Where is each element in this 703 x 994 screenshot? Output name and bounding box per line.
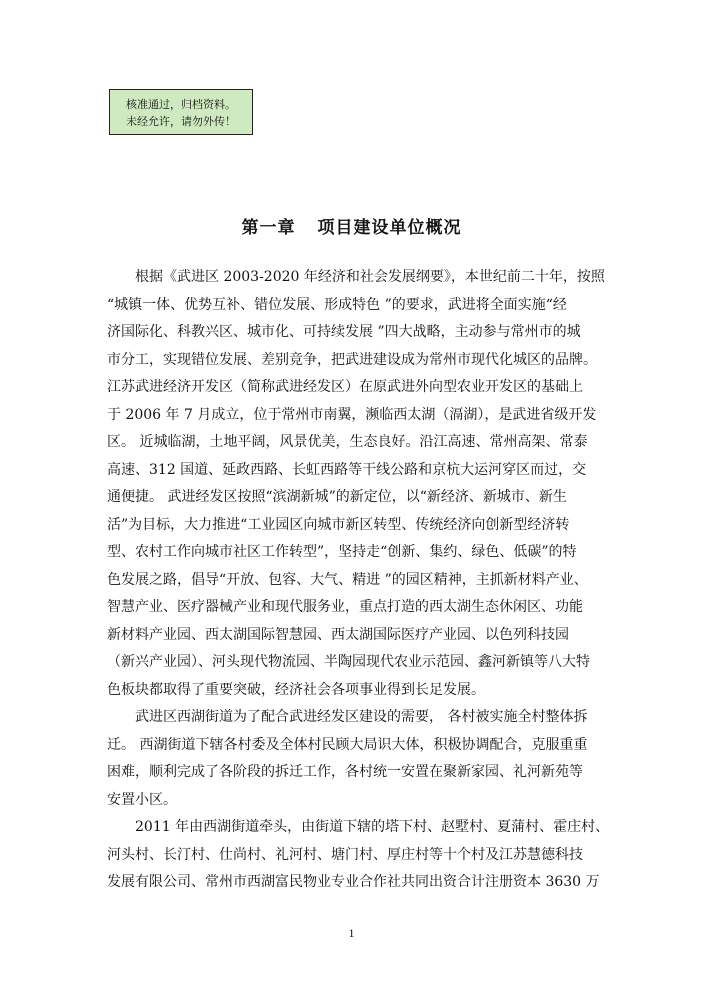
paragraph-line: 活”为目标，大力推进“工业园区向城市新区转型、传统经济向创新型经济转 <box>107 516 570 533</box>
document-body <box>107 264 610 897</box>
paragraph-line: 济国际化、科教兴区、城市化、可持续发展 ”四大战略，主动参与常州市的城 <box>107 324 581 340</box>
chapter-number: 第一章 <box>241 218 296 238</box>
paragraph-line: 通便捷。 武进经发区按照“滨湖新城”的新定位，以“新经济、新城市、新生 <box>107 489 567 505</box>
paragraph-line: 安置小区。 <box>107 791 177 808</box>
chapter-title <box>0 213 703 238</box>
paragraph-line: 色发展之路，倡导“开放、包容、大气、精进 ”的园区精神，主抓新材料产业、 <box>107 571 588 588</box>
paragraph-line: 困难，顺利完成了各阶段的拆迁工作，各村统一安置在聚新家园、礼河新苑等 <box>107 764 583 780</box>
paragraph-line: 智慧产业、医疗器械产业和现代服务业，重点打造的西太湖生态休闲区、功能 <box>107 599 583 615</box>
paragraph-line: 河头村、长汀村、仕尚村、礼河村、塘门村、厚庄村等十个村及江苏慧德科技 <box>107 846 583 863</box>
paragraph-line: 2011 年由西湖街道牵头，由街道下辖的塔下村、赵墅村、夏蒲村、霍庄村、 <box>135 819 610 835</box>
paragraph-line: 型、农村工作向城市社区工作转型”，坚持走“创新、集约、绿色、低碳”的特 <box>107 544 577 560</box>
stamp-line-1: 核准通过，归档资料。 <box>126 98 236 111</box>
approval-stamp <box>109 89 253 135</box>
paragraph-line: 于 2006 年 7 月成立，位于常州市南翼，濒临西太湖（滆湖），是武进省级开发 <box>107 406 597 423</box>
paragraph-line: 新材料产业园、西太湖国际智慧园、西太湖国际医疗产业园、以色列科技园 <box>107 626 569 643</box>
paragraph-line: 区。 近城临湖，土地平阔，风景优美，生态良好。沿江高速、常州高架、常泰 <box>107 434 588 450</box>
stamp-line-2: 未经允许，请勿外传！ <box>126 115 236 128</box>
paragraph-line: 发展有限公司、常州市西湖富民物业专业合作社共同出资合计注册资本 3630 万 <box>107 874 600 890</box>
paragraph-line: 迁。 西湖街道下辖各村委及全体村民顾大局识大体，积极协调配合，克服重重 <box>107 736 588 753</box>
page-number: 1 <box>348 926 355 940</box>
paragraph-line: 市分工，实现错位发展、差别竞争，把武进建设成为常州市现代化城区的品牌。 <box>107 351 597 368</box>
paragraph-line: 武进区西湖街道为了配合武进经发区建设的需要， 各村被实施全村整体拆 <box>135 709 588 725</box>
paragraph-line: “城镇一体、优势互补、错位发展、形成特色 ”的要求，武进将全面实施“经 <box>107 296 567 313</box>
paragraph-line: 高速、312 国道、延政西路、长虹西路等干线公路和京杭大运河穿区而过，交 <box>107 461 587 478</box>
paragraph-line: 色板块都取得了重要突破，经济社会各项事业得到长足发展。 <box>107 681 485 698</box>
paragraph-line: 江苏武进经济开发区（简称武进经发区）在原武进外向型农业开发区的基础上 <box>107 379 583 395</box>
chapter-heading: 项目建设单位概况 <box>317 218 462 238</box>
paragraph-line: （新兴产业园）、河头现代物流园、半陶园现代农业示范园、鑫河新镇等八大特 <box>107 654 590 670</box>
paragraph-line: 根据《武进区 2003-2020 年经济和社会发展纲要》，本世纪前二十年，按照 <box>135 269 605 285</box>
